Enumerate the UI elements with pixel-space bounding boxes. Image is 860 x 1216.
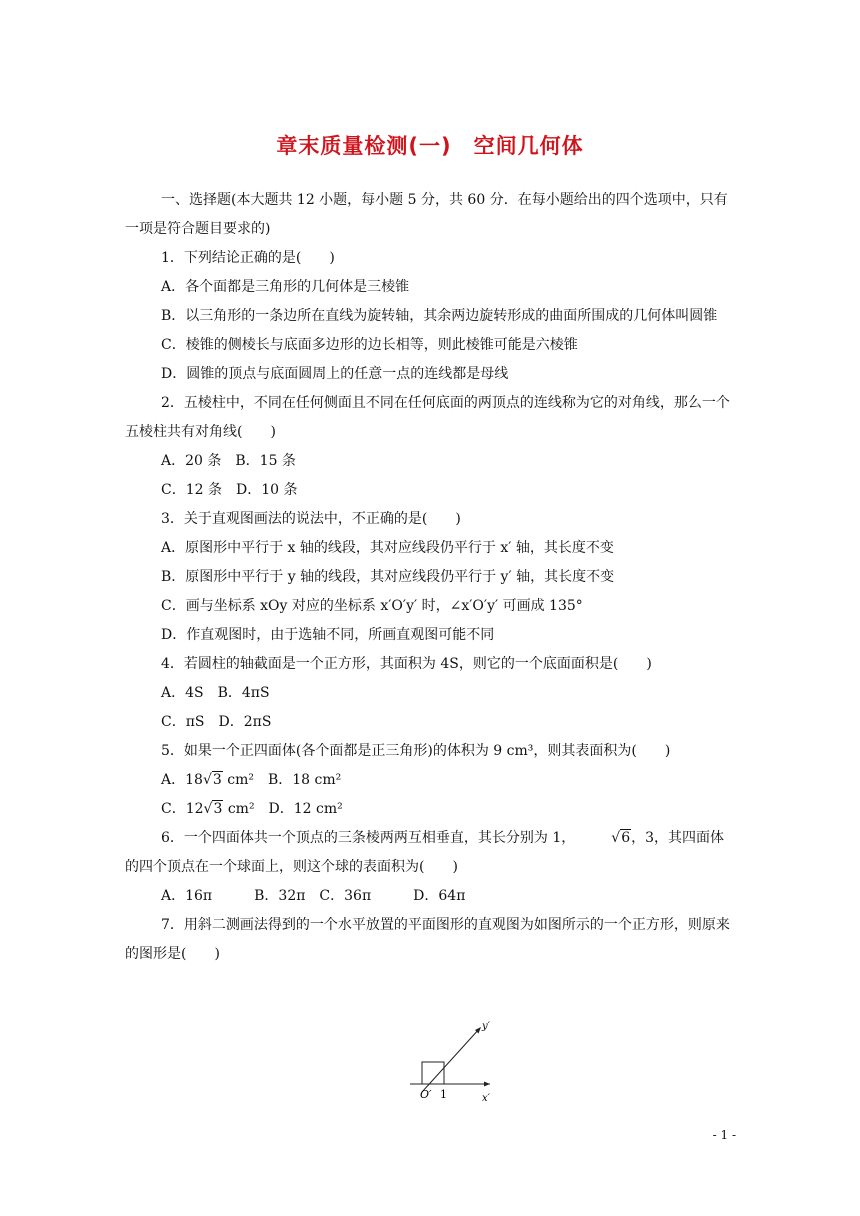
q6-stem-prefix: 6．一个四面体共一个顶点的三条棱两两互相垂直，其长分别为 1， [161,830,576,846]
q2-options-cd: C．12 条 D．10 条 [161,482,298,498]
q4-options-cd: C．πS D．2πS [161,714,272,730]
q1-option-a: A．各个面都是三角形的几何体是三棱锥 [161,279,410,295]
q5-c-suffix: cm² D．12 cm² [223,801,343,817]
q2-options-ab: A．20 条 B．15 条 [161,453,296,469]
q5-a-suffix: cm² B．18 cm² [222,772,342,788]
section-heading: 一、选择题(本大题共 12 小题，每小题 5 分，共 60 分．在每小题给出的四个选项中，只有一项是符合题目要求的) [125,192,728,237]
q3-option-a: A．原图形中平行于 x 轴的线段，其对应线段仍平行于 x′ 轴，其长度不变 [161,540,614,556]
sqrt-symbol: √3 [203,801,223,817]
unit-label: 1 [440,1088,447,1101]
q5-c-prefix: C．12 [161,801,204,817]
q3-option-b: B．原图形中平行于 y 轴的线段，其对应线段仍平行于 y′ 轴，其长度不变 [161,569,615,585]
q6-options: A．16π B．32π C．36π D．64π [161,888,466,904]
q1-option-b: B．以三角形的一条边所在直线为旋转轴，其余两边旋转形成的曲面所围成的几何体叫圆锥 [161,308,718,324]
q6-stem [125,824,737,882]
q5-a-radicand: 3 [212,772,222,788]
q1-option-c: C．棱锥的侧棱长与底面多边形的边长相等，则此棱锥可能是六棱锥 [161,337,578,353]
q4-stem: 4．若圆柱的轴截面是一个正方形，其面积为 4S，则它的一个底面面积是( ) [161,656,652,672]
oblique-axes-figure [398,1016,508,1104]
q5-options-ab [125,766,737,795]
square-shape [422,1062,444,1084]
q6-stem-suffix: ，3，其四面体的四个顶点在一个球面上，则这个球的表面积为( ) [125,830,725,875]
q5-c-radicand: 3 [213,801,223,817]
q3-option-d: D．作直观图时，由于选轴不同，所画直观图可能不同 [161,627,495,643]
x-axis-arrow [484,1082,490,1087]
y-axis-line [422,1028,480,1092]
q7-stem: 7．用斜二测画法得到的一个水平放置的平面图形的直观图为如图所示的一个正方形，则原来的图形是( ) [125,917,730,962]
sqrt-symbol: √6 [611,830,631,846]
page-title: 章末质量检测(一) 空间几何体 [276,134,584,158]
sqrt-symbol: √3 [202,772,222,788]
q5-options-cd [125,795,737,824]
q1-stem: 1．下列结论正确的是( ) [161,250,335,266]
q3-option-c: C．画与坐标系 xOy 对应的坐标系 x′O′y′ 时，∠x′O′y′ 可画成 135° [161,598,583,614]
q5-a-prefix: A．18 [161,772,203,788]
q2-stem: 2．五棱柱中，不同在任何侧面且不同在任何底面的两顶点的连线称为它的对角线，那么一个五棱柱共有对角线( ) [125,395,730,440]
question-content [125,186,737,969]
q1-option-d: D．圆锥的顶点与底面圆周上的任意一点的连线都是母线 [161,366,509,382]
q6-radicand: 6 [621,830,631,846]
x-axis-label: x′ [482,1093,490,1104]
page-number: - 1 - [712,1128,736,1142]
origin-label: O′ [420,1088,432,1101]
q5-stem: 5．如果一个正四面体(各个面都是正三角形)的体积为 9 cm³，则其表面积为( ) [161,743,671,759]
q4-options-ab: A．4S B．4πS [161,685,270,701]
y-axis-label: y′ [482,1021,490,1032]
q3-stem: 3．关于直观图画法的说法中，不正确的是( ) [161,511,461,527]
